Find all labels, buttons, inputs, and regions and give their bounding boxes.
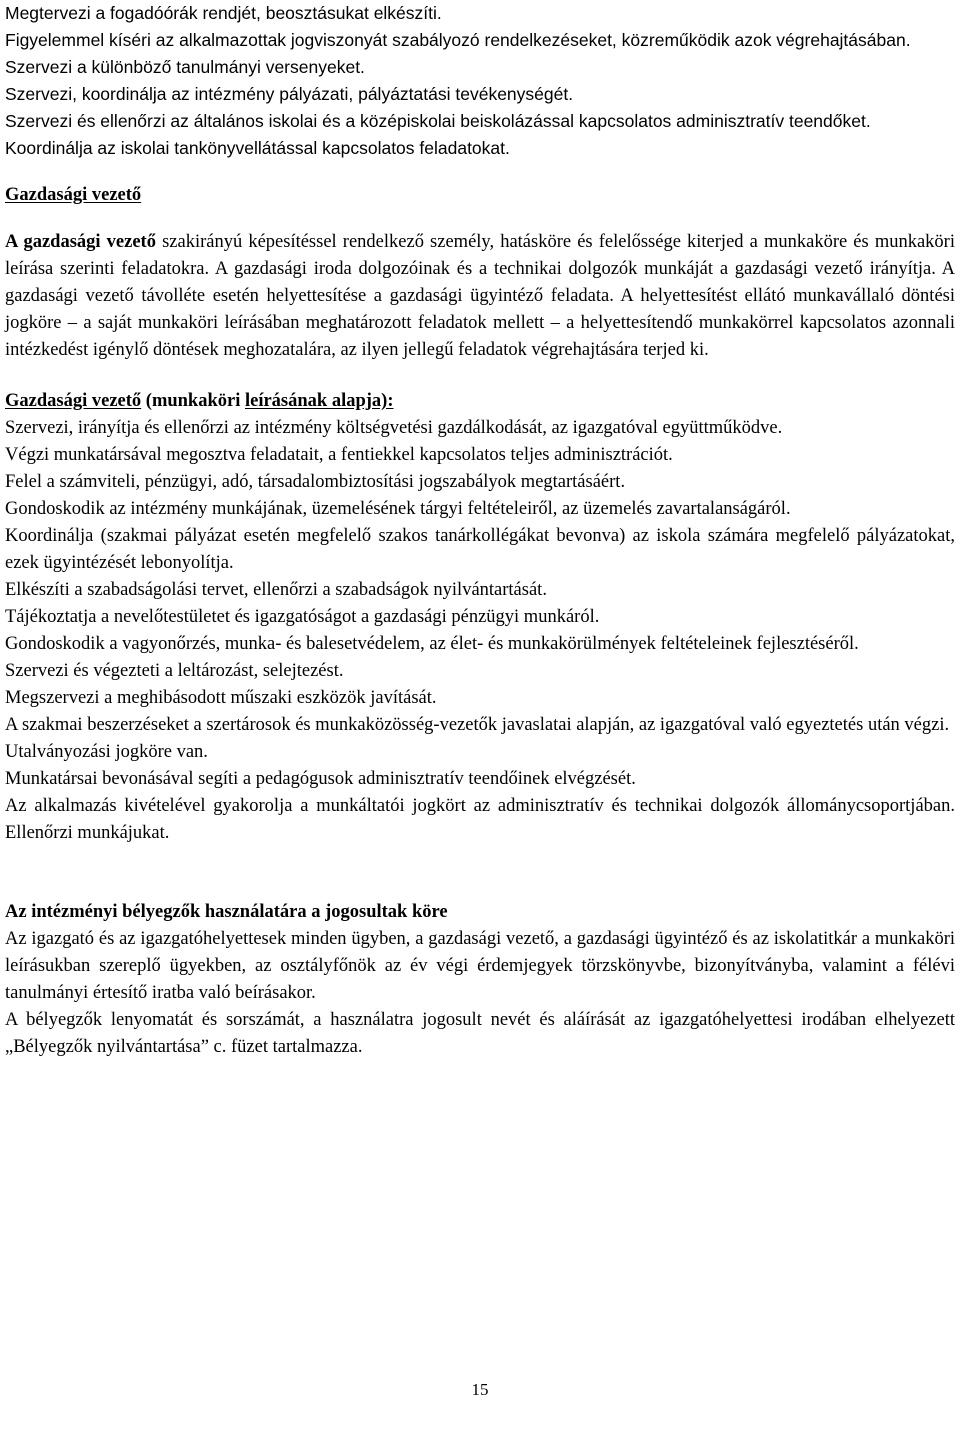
- section-munkakori-leiras: [5, 388, 955, 847]
- section-gazdasagi-vezeto: [5, 182, 955, 364]
- list-item: Elkészíti a szabadságolási tervet, ellenőrzi a szabadságok nyilvántartását.: [5, 580, 547, 600]
- text-line: Figyelemmel kíséri az alkalmazottak jogviszonyát szabályozó rendelkezéseket, közreműködik azok végrehajtásában.: [5, 30, 911, 50]
- list-item: Gondoskodik a vagyonőrzés, munka- és balesetvédelem, az élet- és munkakörülmények feltételeinek fejlesztéséről.: [5, 634, 859, 654]
- document-page: [5, 0, 955, 1061]
- text-line: Megtervezi a fogadóórák rendjét, beosztásukat elkészíti.: [5, 3, 442, 23]
- section-belyegzok: [5, 899, 955, 1061]
- text-line: Szervezi, koordinálja az intézmény pályázati, pályáztatási tevékenységét.: [5, 84, 574, 104]
- section-paragraph: A bélyegzők lenyomatát és sorszámát, a használatra jogosult nevét és aláírását az igazgatóhelyettesi irodában elhelyezett „Bélyegzők nyilvántartása” c. füzet tartalmazza.: [5, 1010, 955, 1057]
- list-item: Tájékoztatja a nevelőtestületet és igazgatóságot a gazdasági pénzügyi munkáról.: [5, 607, 600, 627]
- list-item: Gondoskodik az intézmény munkájának, üzemelésének tárgyi feltételeiről, az üzemelés zavartalanságáról.: [5, 499, 791, 519]
- list-item: Szervezi, irányítja és ellenőrzi az intézmény költségvetési gazdálkodását, az igazgatóval együttműködve.: [5, 418, 783, 438]
- list-item: Munkatársai bevonásával segíti a pedagógusok adminisztratív teendőinek elvégzését.: [5, 769, 636, 789]
- list-item: Végzi munkatársával megosztva feladatait, a fentiekkel kapcsolatos teljes adminisztrációt.: [5, 445, 673, 465]
- section-paragraph: Az igazgató és az igazgatóhelyettesek minden ügyben, a gazdasági vezető, a gazdasági ügyintéző és az iskolatitkár a munkaköri leírásukban szereplő ügyekben, az osztályfőnök az év végi érdemjegyek törzskönyvbe, bizonyítványba, valamint a félévi tanulmányi értesítő iratba való beírásakor.: [5, 929, 955, 1003]
- list-item: Szervezi és végezteti a leltározást, selejtezést.: [5, 661, 344, 681]
- section-heading: Gazdasági vezető: [5, 185, 142, 205]
- paragraph-body: szakirányú képesítéssel rendelkező személy, hatásköre és felelőssége kiterjed a munkaköre és munkaköri leírása szerinti feladatokra. A gazdasági iroda dolgozóinak és a technikai dolgozók munkáját a gazdasági vezető irányítja. A gazdasági vezető távolléte esetén helyettesítése a gazdasági ügyintéző feladata. A helyettesítést ellátó munkavállaló döntési jogköre – a saját munkaköri leírásában meghatározott feladatok mellett – a helyettesítendő munkakörrel kapcsolatos azonnali intézkedést igénylő döntések meghozatalára, az ilyen jellegű feladatok végrehajtására terjed ki.: [5, 232, 955, 360]
- list-item: Megszervezi a meghibásodott műszaki eszközök javítását.: [5, 688, 437, 708]
- list-item: Felel a számviteli, pénzügyi, adó, társadalombiztosítási jogszabályok megtartásáért.: [5, 472, 626, 492]
- section-paragraph: [5, 229, 955, 364]
- section-heading: Az intézményi bélyegzők használatára a jogosultak köre: [5, 902, 448, 922]
- list-item: Az alkalmazás kivételével gyakorolja a munkáltatói jogkört az adminisztratív és technikai dolgozók állománycsoportjában. Ellenőrzi munkájukat.: [5, 796, 955, 843]
- text-line: Szervezi a különböző tanulmányi versenyeket.: [5, 57, 365, 77]
- list-item: Utalványozási jogköre van.: [5, 742, 208, 762]
- text-line: Szervezi és ellenőrzi az általános iskolai és a középiskolai beiskolázással kapcsolatos adminisztratív teendőket.: [5, 111, 871, 131]
- list-item: Koordinálja (szakmai pályázat esetén megfelelő szakos tanárkollégákat bevonva) az iskola számára megfelelő pályázatokat, ezek ügyintézését lebonyolítja.: [5, 526, 955, 573]
- paragraph-lead: A gazdasági vezető: [5, 232, 156, 252]
- page-number: 15: [471, 1380, 489, 1399]
- text-line: Koordinálja az iskolai tankönyvellátással kapcsolatos feladatokat.: [5, 138, 510, 158]
- section-heading: Gazdasági vezető (munkaköri leírásának alapja):: [5, 391, 394, 411]
- list-item: A szakmai beszerzéseket a szertárosok és munkaközösség-vezetők javaslatai alapján, az igazgatóval való egyeztetés után végzi.: [5, 715, 950, 735]
- top-section: [5, 0, 955, 162]
